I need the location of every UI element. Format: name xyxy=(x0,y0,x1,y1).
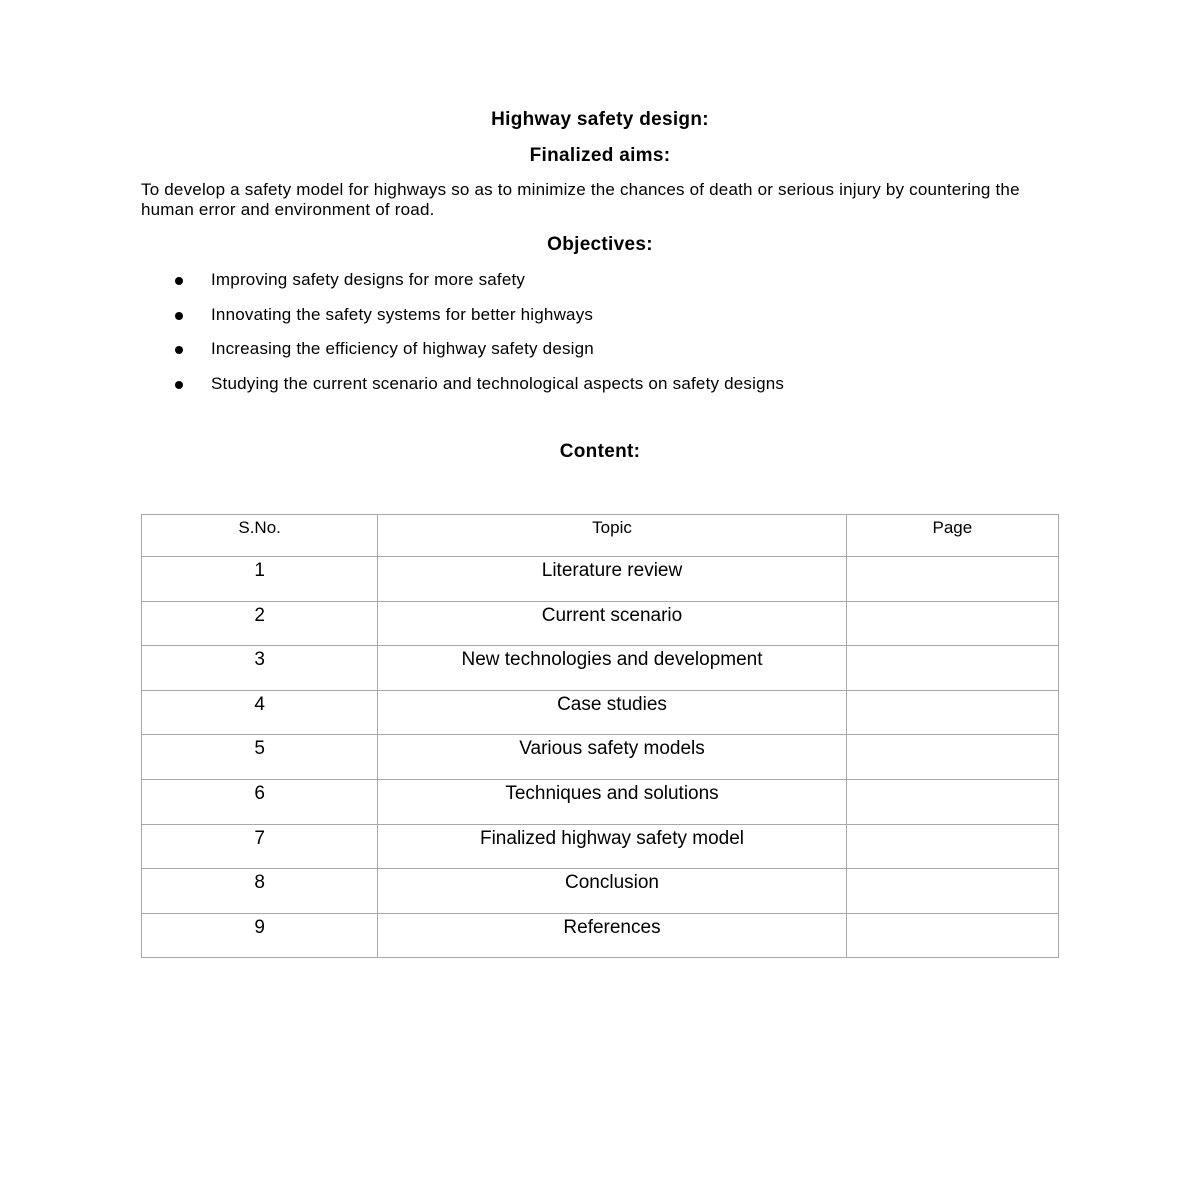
cell-sno: 6 xyxy=(142,779,378,824)
contents-table xyxy=(141,514,1059,958)
table-row xyxy=(142,735,1059,780)
cell-page xyxy=(846,824,1058,869)
objective-item xyxy=(0,303,1200,338)
header-sno: S.No. xyxy=(142,515,378,557)
cell-page xyxy=(846,557,1058,602)
objectives-list xyxy=(0,268,1200,406)
cell-topic: New technologies and development xyxy=(378,646,847,691)
cell-topic: Case studies xyxy=(378,690,847,735)
objective-text: Improving safety designs for more safety xyxy=(211,270,526,289)
content-heading: Content: xyxy=(559,441,641,462)
table-row xyxy=(142,557,1059,602)
table-row xyxy=(142,601,1059,646)
cell-sno: 7 xyxy=(142,824,378,869)
objective-text: Increasing the efficiency of highway safety design xyxy=(211,339,594,358)
cell-page xyxy=(846,601,1058,646)
cell-sno: 5 xyxy=(142,735,378,780)
table-row xyxy=(142,690,1059,735)
bullet-icon xyxy=(175,277,183,285)
cell-sno: 8 xyxy=(142,869,378,914)
header-topic: Topic xyxy=(378,515,847,557)
objectives-heading: Objectives: xyxy=(547,234,653,255)
cell-sno: 3 xyxy=(142,646,378,691)
objective-text: Studying the current scenario and technological aspects on safety designs xyxy=(211,373,785,393)
table-row xyxy=(142,913,1059,958)
objective-item xyxy=(0,372,1200,407)
cell-topic: Current scenario xyxy=(378,601,847,646)
cell-page xyxy=(846,913,1058,958)
bullet-icon xyxy=(175,312,183,320)
table-row xyxy=(142,646,1059,691)
cell-page xyxy=(846,646,1058,691)
table-header-row xyxy=(142,515,1059,557)
cell-sno: 1 xyxy=(142,557,378,602)
cell-topic: Literature review xyxy=(378,557,847,602)
cell-sno: 4 xyxy=(142,690,378,735)
cell-topic: References xyxy=(378,913,847,958)
cell-topic: Techniques and solutions xyxy=(378,779,847,824)
cell-page xyxy=(846,869,1058,914)
bullet-icon xyxy=(175,381,183,389)
aims-heading: Finalized aims: xyxy=(529,145,671,166)
cell-topic: Conclusion xyxy=(378,869,847,914)
objective-text: Innovating the safety systems for better highways xyxy=(211,304,594,324)
bullet-icon xyxy=(175,346,183,354)
table-row xyxy=(142,779,1059,824)
cell-page xyxy=(846,735,1058,780)
cell-page xyxy=(846,690,1058,735)
header-page: Page xyxy=(846,515,1058,557)
cell-sno: 2 xyxy=(142,601,378,646)
table-row xyxy=(142,824,1059,869)
aims-paragraph: To develop a safety model for highways so as to minimize the chances of death or serious injury by countering the human error and environment of road. xyxy=(141,180,1020,219)
objective-item xyxy=(0,268,1200,303)
table-row xyxy=(142,869,1059,914)
cell-sno: 9 xyxy=(142,913,378,958)
objective-item xyxy=(0,337,1200,372)
cell-topic: Various safety models xyxy=(378,735,847,780)
cell-topic: Finalized highway safety model xyxy=(378,824,847,869)
cell-page xyxy=(846,779,1058,824)
document-title: Highway safety design: xyxy=(491,109,709,130)
